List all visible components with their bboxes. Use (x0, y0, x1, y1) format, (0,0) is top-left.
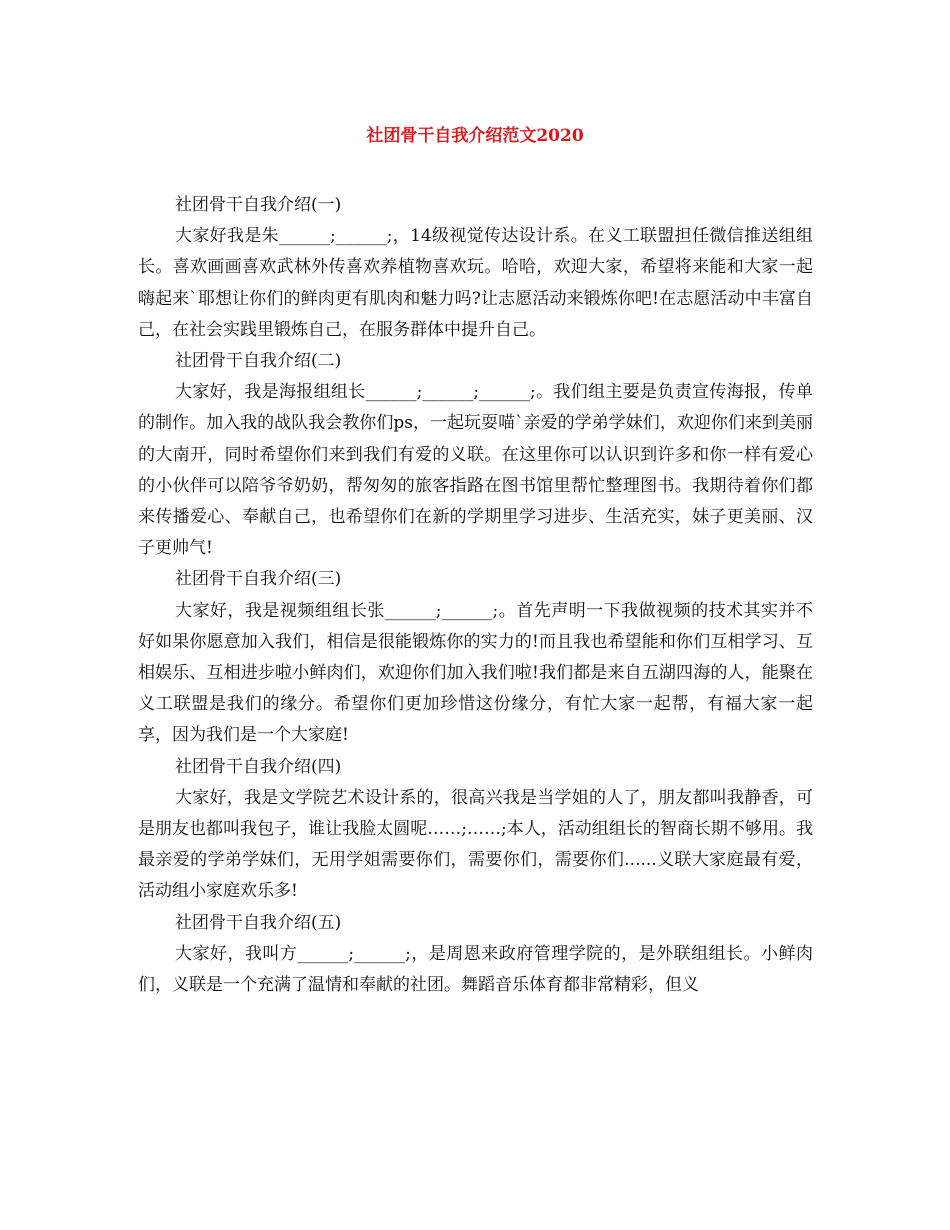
paragraph: 大家好我是朱______;______;，14级视觉传达设计系。在义工联盟担任微信推送组组长。喜欢画画喜欢武林外传喜欢养植物喜欢玩。哈哈，欢迎大家，希望将来能和大家一起嗨起来`耶想让你们的鲜肉更有肌肉和魅力吗?让志愿活动来锻炼你吧!在志愿活动中丰富自己，在社会实践里锻炼自己，在服务群体中提升自己。 (138, 226, 813, 340)
section-heading: 社团骨干自我介绍(四) (175, 756, 342, 777)
section-heading: 社团骨干自我介绍(一) (175, 195, 342, 215)
section-heading: 社团骨干自我介绍(三) (175, 569, 342, 590)
paragraph: 大家好，我是视频组组长张______;______;。首先声明一下我做视频的技术其实并不好如果你愿意加入我们，相信是很能锻炼你的实力的!而且我也希望能和你们互相学习、互相娱乐、互相进步啦小鲜肉们，欢迎你们加入我们啦!我们都是来自五湖四海的人，能聚在义工联盟是我们的缘分。希望你们更加珍惜这份缘分，有忙大家一起帮，有福大家一起享，因为我们是一个大家庭! (138, 600, 813, 746)
paragraph: 大家好，我是文学院艺术设计系的，很高兴我是当学姐的人了，朋友都叫我静香，可是朋友也都叫我包子，谁让我脸太圆呢……;……;本人，活动组组长的智商长期不够用。我最亲爱的学弟学妹们，无用学姐需要你们，需要你们，需要你们......义联大家庭最有爱，活动组小家庭欢乐多! (138, 787, 813, 902)
document-body (138, 190, 813, 1001)
section-heading: 社团骨干自我介绍(五) (175, 912, 342, 933)
document-title: 社团骨干自我介绍范文2020 (366, 126, 584, 146)
section-heading: 社团骨干自我介绍(二) (175, 351, 342, 372)
paragraph: 大家好，我是海报组组长______;______;______;。我们组主要是负责宣传海报，传单的制作。加入我的战队我会教你们ps，一起玩耍喵`亲爱的学弟学妹们，欢迎你们来到美丽的大南开，同时希望你们来到我们有爱的义联。在这里你可以认识到许多和你一样有爱心的小伙伴可以陪爷爷奶奶，帮匆匆的旅客指路在图书馆里帮忙整理图书。我期待着你们都来传播爱心、奉献自己，也希望你们在新的学期里学习进步、生活充实，妹子更美丽、汉子更帅气! (138, 382, 813, 559)
paragraph: 大家好，我叫方______;______;，是周恩来政府管理学院的，是外联组组长。小鲜肉们，义联是一个充满了温情和奉献的社团。舞蹈音乐体育都非常精彩，但义 (138, 943, 813, 996)
